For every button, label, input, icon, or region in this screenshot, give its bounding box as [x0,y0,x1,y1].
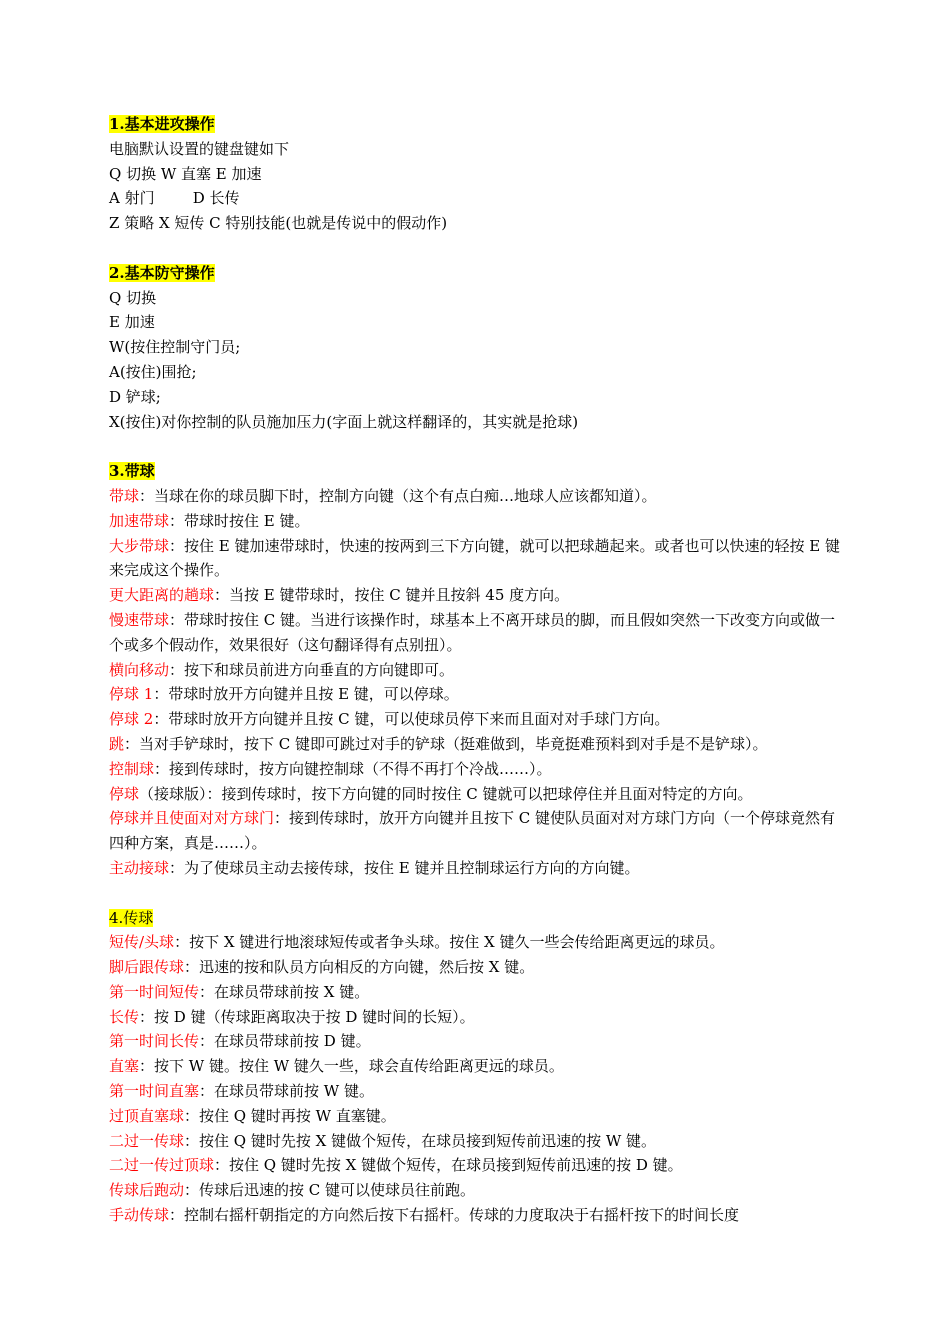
term-description: ：接到传球时，放开方向键并且按下 C 键使队员面对对方球门方向（一个停球竟然有四种方案，真是……）。 [109,809,836,853]
term-description: ：按住 Q 键时再按 W 直塞键。 [184,1106,396,1125]
term-description: ：在球员带球前按 D 键。 [199,1032,371,1051]
term-label: 大步带球 [109,536,170,555]
term-description: ：带球时按住 E 键。 [169,511,310,530]
pass-item [109,1178,844,1203]
dribble-item [109,707,844,732]
dribble-item [109,534,844,584]
attack-line: A 射门 D 长传 [109,189,240,208]
term-label: 停球 2 [109,710,154,729]
defense-line: W(按住控制守门员; [109,338,241,357]
term-label: 带球 [109,486,140,505]
term-description: ：当球在你的球员脚下时，控制方向键（这个有点白痴…地球人应该都知道）。 [139,486,657,505]
dribble-item [109,509,844,534]
section-heading-pass [109,906,844,931]
pass-item [109,1029,844,1054]
defense-line: E 加速 [109,313,155,332]
term-description: ：按住 E 键加速带球时，快速的按两到三下方向键，就可以把球趟起来。或者也可以快速的轻按 E 键来完成这个操作。 [109,536,840,580]
term-label: 跳 [109,734,125,753]
blank-line [109,236,844,261]
term-label: 第一时间长传 [109,1032,200,1051]
dribble-item [109,484,844,509]
pass-item [109,1054,844,1079]
defense-line: Q 切换 [109,288,157,307]
dribble-item [109,682,844,707]
term-description: ：当对手铲球时，按下 C 键即可跳过对手的铲球（挺难做到，毕竟挺难预料到对手是不是铲球）。 [124,734,768,753]
defense-line: X(按住)对你控制的队员施加压力(字面上就这样翻译的，其实就是抢球) [109,412,579,431]
pass-item [109,1153,844,1178]
dribble-item [109,608,844,658]
document-page [109,112,844,1228]
pass-item [109,980,844,1005]
term-description: ：带球时放开方向键并且按 C 键，可以使球员停下来而且面对对手球门方向。 [153,710,670,729]
dribble-item [109,806,844,856]
term-label: 停球 1 [109,685,154,704]
defense-line: D 铲球; [109,387,161,406]
dribble-item [109,856,844,881]
dribble-item [109,757,844,782]
pass-item [109,1005,844,1030]
heading-highlight: 2.基本防守操作 [109,263,215,282]
term-description: ：带球时按住 C 键。当进行该操作时，球基本上不离开球员的脚，而且假如突然一下改变方向或做一个或多个假动作，效果很好（这句翻译得有点别扭）。 [109,610,836,654]
dribble-item [109,658,844,683]
term-label: 手动传球 [109,1206,170,1225]
term-label: 第一时间短传 [109,982,200,1001]
pass-item [109,1104,844,1129]
pass-item [109,930,844,955]
pass-item [109,1203,844,1228]
defense-line: A(按住)围抢; [109,362,197,381]
heading-highlight: 4.传球 [109,908,154,927]
term-label: 脚后跟传球 [109,958,185,977]
term-label: 主动接球 [109,858,170,877]
heading-highlight: 3.带球 [109,462,155,481]
term-description: ：按住 Q 键时先按 X 键做个短传，在球员接到短传前迅速的按 W 键。 [184,1131,657,1150]
term-label: 直塞 [109,1057,140,1076]
term-label: 过顶直塞球 [109,1106,185,1125]
term-description: ：接到传球时，按方向键控制球（不得不再打个冷战……）。 [154,759,552,778]
term-description: ：传球后迅速的按 C 键可以使球员往前跑。 [184,1181,476,1200]
term-description: ：控制右摇杆朝指定的方向然后按下右摇杆。传球的力度取决于右摇杆按下的时间长度 [169,1206,740,1225]
section-heading-attack [109,112,844,137]
term-label: 短传/头球 [109,933,175,952]
dribble-item [109,732,844,757]
pass-item [109,955,844,980]
term-description: ：按住 Q 键时先按 X 键做个短传，在球员接到短传前迅速的按 D 键。 [214,1156,683,1175]
term-label: 慢速带球 [109,610,170,629]
term-description: ：在球员带球前按 X 键。 [199,982,370,1001]
term-description: ：按下和球员前进方向垂直的方向键即可。 [169,660,455,679]
term-description: （接球版）：接到传球时，按下方向键的同时按住 C 键就可以把球停住并且面对特定的方向。 [139,784,753,803]
attack-line: 电脑默认设置的键盘键如下 [109,139,290,158]
term-label: 长传 [109,1007,140,1026]
term-label: 二过一传球 [109,1131,185,1150]
term-description: ：带球时放开方向键并且按 E 键，可以停球。 [153,685,459,704]
blank-line [109,881,844,906]
pass-item [109,1079,844,1104]
attack-line: Q 切换 W 直塞 E 加速 [109,164,262,183]
blank-line [109,434,844,459]
dribble-item [109,782,844,807]
term-description: ：在球员带球前按 W 键。 [199,1082,374,1101]
term-label: 更大距离的趟球 [109,586,215,605]
term-description: ：按 D 键（传球距离取决于按 D 键时间的长短）。 [139,1007,475,1026]
term-description: ：为了使球员主动去接传球，按住 E 键并且控制球运行方向的方向键。 [169,858,640,877]
term-label: 停球 [109,784,140,803]
term-label: 二过一传过顶球 [109,1156,215,1175]
dribble-item [109,583,844,608]
term-label: 控制球 [109,759,155,778]
term-label: 加速带球 [109,511,170,530]
term-label: 传球后跑动 [109,1181,185,1200]
term-label: 第一时间直塞 [109,1082,200,1101]
term-label: 停球并且使面对对方球门 [109,809,275,828]
term-description: ：按下 X 键进行地滚球短传或者争头球。按住 X 键久一些会传给距离更远的球员。 [174,933,725,952]
section-heading-defense [109,261,844,286]
heading-highlight: 1.基本进攻操作 [109,115,215,133]
pass-item [109,1129,844,1154]
term-description: ：当按 E 键带球时，按住 C 键并且按斜 45 度方向。 [214,586,570,605]
term-label: 横向移动 [109,660,170,679]
term-description: ：迅速的按和队员方向相反的方向键，然后按 X 键。 [184,958,535,977]
section-heading-dribble [109,459,844,484]
attack-line: Z 策略 X 短传 C 特别技能(也就是传说中的假动作) [109,214,448,233]
term-description: ：按下 W 键。按住 W 键久一些，球会直传给距离更远的球员。 [139,1057,564,1076]
